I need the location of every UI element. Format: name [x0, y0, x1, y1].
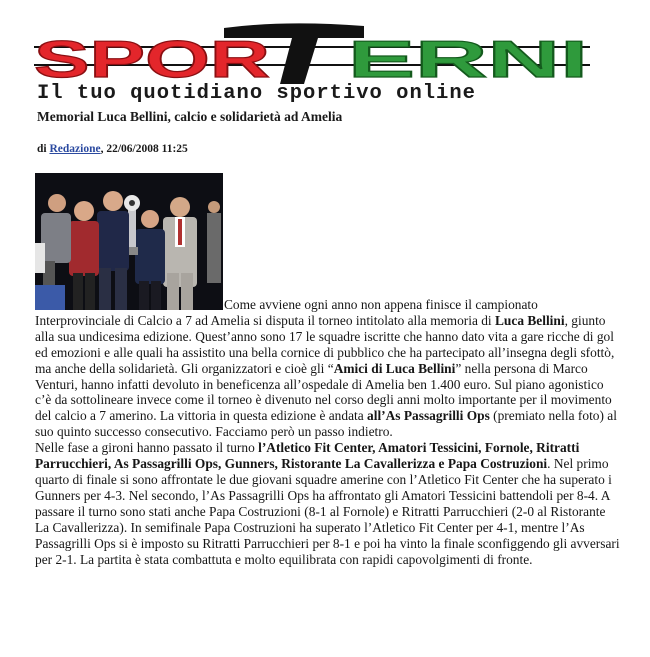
paragraph-text: Interprovinciale di Calcio a 7 ad Amelia si disputa il torneo intitolato alla memoria di: [35, 312, 495, 328]
article-paragraph: [35, 297, 620, 440]
photo-person: [69, 221, 99, 276]
article-date: , 22/06/2008 11:25: [100, 143, 188, 155]
paragraph-text: , giunto alla sua undicesima edizione. Quest’anno sono 17 le squadre iscritte che hanno dato vita a gare ricche di gol ed emozioni e alle quali ha assistito una bella cornice di pubblico che ha partecipato all’insegna degli sfottò, ma anche della solidarietà. Gli organizzatori e cioè gli “: [35, 312, 615, 376]
photo-person: [41, 213, 71, 263]
site-tagline: Il tuo quotidiano sportivo online: [37, 82, 476, 105]
article-byline: [37, 143, 188, 155]
author-link[interactable]: Redazione: [49, 143, 101, 155]
paragraph-text: Nelle fase a gironi hanno passato il turno: [35, 440, 259, 456]
article-body: [35, 297, 620, 567]
byline-prefix: di: [37, 143, 47, 155]
photo-person: [207, 213, 221, 283]
article-photo: [35, 173, 223, 310]
paragraph-bold-text: all’As Passagrilli Ops: [367, 408, 490, 424]
logo-text-sport: SPOR: [34, 31, 270, 84]
paragraph-bold-text: l’Atletico Fit Center, Amatori Tessicini, Fornole, Ritratti Parrucchieri, As Passagrilli Ops, Gunners, Ristorante La Cavallerizza e Papa Costruzioni: [35, 440, 580, 472]
site-logo[interactable]: [34, 20, 590, 84]
paragraph-bold-text: Luca Bellini: [495, 312, 565, 328]
paragraph-text: Come avviene ogni anno non appena finisce il campionato: [224, 297, 538, 312]
paragraph-text: ” nella persona di Marco Venturi, hanno infatti devoluto in beneficenza all’ospedale di Amelia ben 1.400 euro. Sul piano agonistico c’è da sottolineare invece come il torneo è divenuto nel corso degli anni molto importante per il movimento del calcio a 7 amerino. La vittoria in questa edizione è andata: [35, 360, 612, 424]
photo-person: [97, 211, 129, 271]
paragraph-text: . Nel primo quarto di finale si sono affrontate le due giovani squadre amerine con l’Atletico Fit Center che ha superato i Gunners per 4-3. Nel secondo, l’As Passagrilli Ops ha affrontato gli Amatori Tessicini battendoli per 8-4. A passare il turno sono stati anche Papa Costruzioni (8-1 al Fornole) e Ritratti Parrucchieri (2-0 al Ristorante La Cavallerizza). In semifinale Papa Costruzioni ha superato l’Atletico Fit Center per 4-1, mentre l’As Passagrilli Ops si è imposto su Ritratti Parrucchieri per 8-1 e poi ha vinto la finale sconfiggendo gli avversari per 2-1. La partita è stata combattuta e molto equilibrata con rapidi capovolgimenti di fronte.: [35, 456, 620, 567]
logo-text-erni: ERNI: [348, 31, 588, 84]
article-paragraph: [35, 440, 620, 567]
paragraph-bold-text: Amici di Luca Bellini: [333, 360, 456, 376]
article-headline: Memorial Luca Bellini, calcio e solidarietà ad Amelia: [37, 109, 343, 124]
paragraph-text: (premiato nella foto) al suo quinto successo consecutivo. Facciamo però un passo indietro.: [35, 408, 617, 440]
trophy-icon: [128, 209, 136, 249]
photo-person: [135, 229, 165, 284]
